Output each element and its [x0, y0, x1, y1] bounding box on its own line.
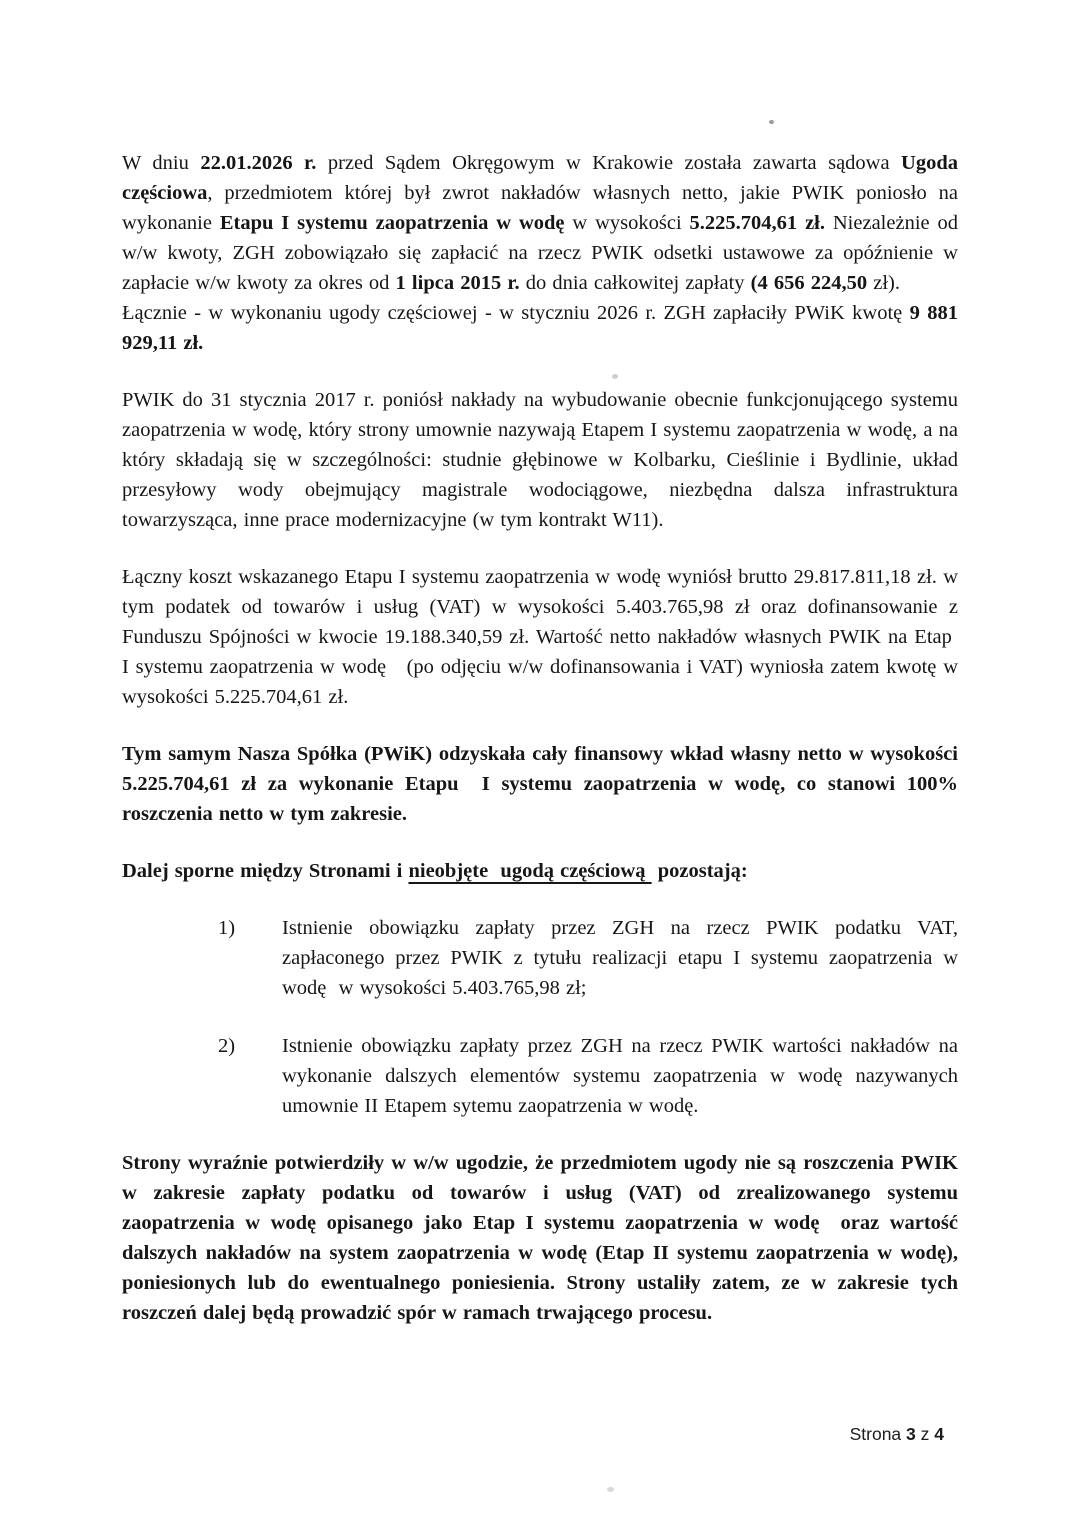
document-body	[122, 148, 958, 1328]
disputed-items-list	[122, 913, 958, 1121]
list-item-2	[122, 1031, 958, 1121]
investments-paragraph: PWIK do 31 stycznia 2017 r. poniósł nakłady na wybudowanie obecnie funkcjonującego systemu zaopatrzenia w wodę, który strony umownie nazywają Etapem I systemu zaopatrzenia w wodę, a na który składają się w szczególności: studnie głębinowe w Kolbarku, Cieślinie i Bydlinie, układ przesyłowy wody obejmujący magistrale wodociągowe, niezbędna dalsza infrastruktura towarzysząca, inne prace modernizacyjne (w tym kontrakt W11).	[122, 389, 958, 531]
scan-artifact-dot	[769, 120, 774, 124]
list-item-1-text: Istnienie obowiązku zapłaty przez ZGH na rzecz PWIK podatku VAT, zapłaconego przez PWIK z tytułu realizacji etapu I systemu zaopatrzenia w wodę w wysokości 5.403.765,98 zł;	[282, 917, 958, 999]
recovered-claim-paragraph: Tym samym Nasza Spółka (PWiK) odzyskała cały finansowy wkład własny netto w wysokości 5.225.704,61 zł za wykonanie Etapu I systemu zaopatrzenia w wodę, co stanowi 100% roszczenia netto w tym zakresie.	[122, 743, 958, 825]
total-paid-paragraph: Łącznie - w wykonaniu ugody częściowej - w styczniu 2026 r. ZGH zapłaciły PWiK kwotę 9 881 929,11 zł.	[122, 302, 959, 354]
page-number-footer: Strona 3 z 4	[849, 1424, 944, 1444]
scan-artifact-dot	[612, 374, 618, 379]
total-cost-paragraph: Łączny koszt wskazanego Etapu I systemu zaopatrzenia w wodę wyniósł brutto 29.817.811,18 zł. w tym podatek od towarów i usług (VAT) w wysokości 5.403.765,98 zł oraz dofinansowanie z Funduszu Spójności w kwocie 19.188.340,59 zł. Wartość netto nakładów własnych PWIK na Etap I systemu zaopatrzenia w wodę (po odjęciu w/w dofinansowania i VAT) wyniosła zatem kwotę w wysokości 5.225.704,61 zł.	[122, 566, 958, 708]
settlement-paragraph: W dniu 22.01.2026 r. przed Sądem Okręgowym w Krakowie została zawarta sądowa Ugoda częściowa, przedmiotem której był zwrot nakładów własnych netto, jakie PWIK poniosło na wykonanie Etapu I systemu zaopatrzenia w wodę w wysokości 5.225.704,61 zł. Niezależnie od w/w kwoty, ZGH zobowiązało się zapłacić na rzecz PWIK odsetki ustawowe za opóźnienie w zapłacie w/w kwoty za okres od 1 lipca 2015 r. do dnia całkowitej zapłaty (4 656 224,50 zł).	[122, 152, 958, 294]
remaining-dispute-paragraph: Strony wyraźnie potwierdziły w w/w ugodzie, że przedmiotem ugody nie są roszczenia PWIK w zakresie zapłaty podatku od towarów i usług (VAT) od zrealizowanego systemu zaopatrzenia w wodę opisanego jako Etap I systemu zaopatrzenia w wodę oraz wartość dalszych nakładów na system zaopatrzenia w wodę (Etap II systemu zaopatrzenia w wodę), poniesionych lub do ewentualnego poniesienia. Strony ustaliły zatem, ze w zakresie tych roszczeń dalej będą prowadzić spór w ramach trwającego procesu.	[122, 1152, 958, 1324]
list-item-1	[122, 913, 958, 1003]
list-item-2-number: 2)	[218, 1035, 236, 1057]
list-item-1-number: 1)	[218, 917, 236, 939]
scan-artifact-dot	[607, 1487, 614, 1492]
list-item-2-text: Istnienie obowiązku zapłaty przez ZGH na rzecz PWIK wartości nakładów na wykonanie dalszych elementów systemu zaopatrzenia w wodę nazywanych umownie II Etapem sytemu zaopatrzenia w wodę.	[282, 1035, 958, 1117]
disputed-items-heading: Dalej sporne między Stronami i nieobjęte ugodą częściową pozostają:	[122, 860, 748, 882]
